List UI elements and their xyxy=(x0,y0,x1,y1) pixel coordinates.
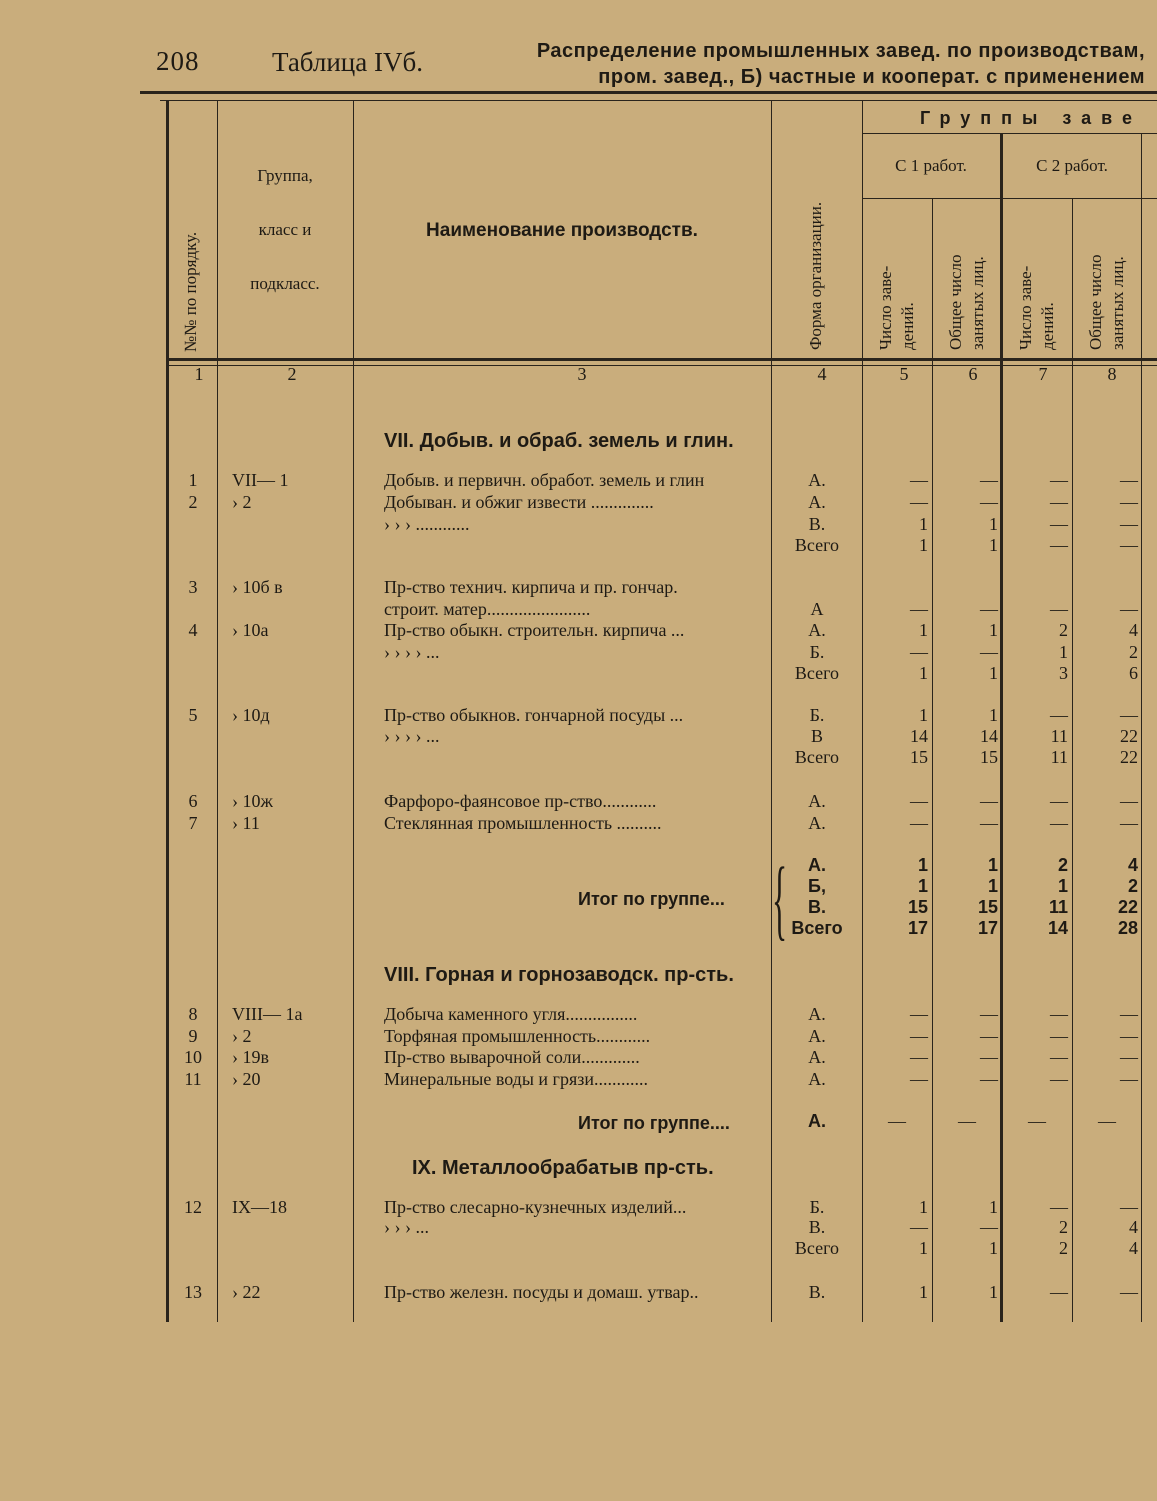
total-c6: 1 xyxy=(987,876,998,896)
row-form: В. xyxy=(808,1217,826,1237)
col-header-group-2: класс и xyxy=(258,220,312,239)
row-production-name: Пр-ство обыкн. строительн. кирпича ... xyxy=(384,620,685,640)
row-c6: 1 xyxy=(989,1197,998,1217)
total-c6: 15 xyxy=(977,897,998,917)
row-c5: 1 xyxy=(919,1282,928,1302)
row-form: Б. xyxy=(809,705,825,725)
col-line xyxy=(862,100,863,1322)
total-form: В. xyxy=(808,897,826,917)
col7-header-line1: Число заве- xyxy=(1016,265,1035,350)
col-line xyxy=(353,100,354,1322)
row-c5: 1 xyxy=(919,1197,928,1217)
row-c6: — xyxy=(980,642,998,662)
row-c6: 1 xyxy=(989,1282,998,1302)
row-number: 1 xyxy=(188,470,198,490)
row-production-name: Добыча каменного угля................ xyxy=(384,1004,638,1024)
row-c6: — xyxy=(980,1217,998,1237)
row-c7: — xyxy=(1050,514,1068,534)
col-number: 1 xyxy=(194,364,204,384)
row-c6: — xyxy=(980,1004,998,1024)
row-c8: 4 xyxy=(1129,620,1138,640)
row-c6: — xyxy=(980,1069,998,1089)
row-c5: — xyxy=(910,1004,928,1024)
row-c6: 1 xyxy=(989,620,998,640)
col-number: 7 xyxy=(1038,364,1048,384)
row-group-class: › 10д xyxy=(232,705,270,725)
total-form: А. xyxy=(808,855,826,875)
row-form: В. xyxy=(808,1282,826,1302)
total-c8: 22 xyxy=(1117,897,1138,917)
total-c8: — xyxy=(1098,1111,1116,1131)
row-c8: — xyxy=(1120,1197,1138,1217)
row-c5: 14 xyxy=(910,726,928,746)
top-rule xyxy=(140,91,1157,94)
total-c7: 11 xyxy=(1048,897,1068,917)
row-c7: 1 xyxy=(1059,642,1068,662)
row-form: Б. xyxy=(809,1197,825,1217)
total-c5: 1 xyxy=(917,855,928,875)
row-c6: 1 xyxy=(989,1238,998,1258)
row-form: В xyxy=(810,726,823,746)
total-c5: 1 xyxy=(917,876,928,896)
col-number: 8 xyxy=(1107,364,1117,384)
total-c6: — xyxy=(958,1111,976,1131)
row-c5: 1 xyxy=(919,1238,928,1258)
row-form: Всего xyxy=(794,747,840,767)
row-group-class: › 2 xyxy=(232,1026,252,1046)
table-title-line-1: Распределение промышленных завед. по производствам, xyxy=(536,40,1145,62)
row-form: А. xyxy=(808,1026,826,1046)
row-c7: — xyxy=(1050,599,1068,619)
row-c8: 6 xyxy=(1129,663,1138,683)
row-c5: 1 xyxy=(919,663,928,683)
row-c7: — xyxy=(1050,791,1068,811)
row-production-name: Пр-ство железн. посуды и домаш. утвар.. xyxy=(384,1282,699,1302)
col6-header-line2: занятых лиц. xyxy=(968,256,987,350)
row-production-name: строит. матер....................... xyxy=(384,599,591,619)
row-production-name: Пр-ство технич. кирпича и пр. гончар. xyxy=(384,577,678,597)
group-total-label: Итог по группе.... xyxy=(578,1113,730,1133)
row-number: 8 xyxy=(188,1004,198,1024)
row-c5: — xyxy=(910,642,928,662)
row-number: 5 xyxy=(188,705,198,725)
col-number: 5 xyxy=(899,364,909,384)
row-c7: — xyxy=(1050,1004,1068,1024)
row-c6: — xyxy=(980,813,998,833)
row-c7: — xyxy=(1050,535,1068,555)
row-c6: — xyxy=(980,492,998,512)
row-c8: — xyxy=(1120,1047,1138,1067)
row-form: А. xyxy=(808,1069,826,1089)
total-c5: — xyxy=(888,1111,906,1131)
section-heading-viii: VIII. Горная и горнозаводск. пр-сть. xyxy=(384,964,734,986)
row-production-name: Пр-ство слесарно-кузнечных изделий... xyxy=(384,1197,687,1217)
row-group-class: › 2 xyxy=(232,492,252,512)
section-heading-vii: VII. Добыв. и обраб. земель и глин. xyxy=(384,430,734,452)
row-number: 6 xyxy=(188,791,198,811)
row-c7: — xyxy=(1050,1047,1068,1067)
table-label: Таблица IVб. xyxy=(272,47,423,77)
row-form: А. xyxy=(808,1047,826,1067)
row-c8: — xyxy=(1120,492,1138,512)
row-production-name: Добыв. и первичн. обработ. земель и глин xyxy=(384,470,705,490)
col-header-number: №№ по порядку. xyxy=(181,231,200,352)
row-number: 9 xyxy=(188,1026,198,1046)
row-c8: — xyxy=(1120,705,1138,725)
row-number: 2 xyxy=(188,492,198,512)
row-c6: — xyxy=(980,1026,998,1046)
row-form: А. xyxy=(808,620,826,640)
col-line xyxy=(932,198,933,1322)
row-c6: — xyxy=(980,599,998,619)
col-header-name: Наименование производств. xyxy=(426,220,698,241)
row-group-class: › 10а xyxy=(232,620,269,640)
row-c8: — xyxy=(1120,535,1138,555)
row-number: 10 xyxy=(184,1047,202,1067)
row-form: Всего xyxy=(794,1238,840,1258)
row-c6: 1 xyxy=(989,535,998,555)
row-form: А. xyxy=(808,813,826,833)
row-c6: 1 xyxy=(989,705,998,725)
row-form: А xyxy=(810,599,824,619)
row-number: 7 xyxy=(188,813,198,833)
row-c7: — xyxy=(1050,492,1068,512)
total-c7: 2 xyxy=(1057,855,1068,875)
row-production-name: › › › › ... xyxy=(384,642,440,662)
row-c6: — xyxy=(980,791,998,811)
row-c7: — xyxy=(1050,1069,1068,1089)
row-c5: — xyxy=(910,492,928,512)
row-c7: — xyxy=(1050,1026,1068,1046)
row-c6: 1 xyxy=(989,663,998,683)
row-form: А. xyxy=(808,1004,826,1024)
row-c7: — xyxy=(1050,705,1068,725)
row-production-name: › › › › ... xyxy=(384,726,440,746)
row-group-class: IX—18 xyxy=(232,1197,287,1217)
total-c7: — xyxy=(1028,1111,1046,1131)
col-number: 3 xyxy=(577,364,587,384)
col8-header-line2: занятых лиц. xyxy=(1108,256,1127,350)
row-c5: 1 xyxy=(919,620,928,640)
row-production-name: › › › ... xyxy=(384,1217,429,1237)
group-total-label: Итог по группе... xyxy=(578,889,725,909)
row-c5: — xyxy=(910,791,928,811)
col-header-form: Форма организации. xyxy=(806,201,825,350)
row-group-class: › 10ж xyxy=(232,791,273,811)
row-c8: — xyxy=(1120,1282,1138,1302)
row-number: 4 xyxy=(188,620,198,640)
col-line xyxy=(1000,133,1003,1322)
row-c5: — xyxy=(910,1069,928,1089)
row-c5: 1 xyxy=(919,705,928,725)
col-line xyxy=(1141,133,1142,1322)
row-c7: 2 xyxy=(1059,1238,1068,1258)
total-form: Всего xyxy=(791,918,843,938)
col-number: 6 xyxy=(968,364,978,384)
total-c8: 28 xyxy=(1117,918,1138,938)
col-number: 2 xyxy=(287,364,297,384)
col-line xyxy=(166,100,169,1322)
row-production-name: Пр-ство выварочной соли............. xyxy=(384,1047,640,1067)
row-group-class: VIII— 1а xyxy=(232,1004,303,1024)
row-c8: — xyxy=(1120,1004,1138,1024)
row-production-name: › › › ............ xyxy=(384,514,470,534)
table-title-line-2: пром. завед., Б) частные и кооперат. с применением xyxy=(598,66,1145,88)
row-form: А. xyxy=(808,492,826,512)
row-c7: 3 xyxy=(1059,663,1068,683)
row-number: 12 xyxy=(184,1197,202,1217)
row-c8: — xyxy=(1120,514,1138,534)
row-group-class: › 20 xyxy=(232,1069,261,1089)
row-number: 11 xyxy=(184,1069,202,1089)
row-c7: 11 xyxy=(1050,747,1068,767)
row-c8: 22 xyxy=(1120,726,1138,746)
row-c6: 15 xyxy=(980,747,998,767)
row-c8: — xyxy=(1120,599,1138,619)
group-header: Группы заве xyxy=(920,108,1142,128)
row-c8: 4 xyxy=(1129,1238,1138,1258)
row-form: Всего xyxy=(794,663,840,683)
row-c5: — xyxy=(910,599,928,619)
top-rule-thin xyxy=(160,100,1157,101)
row-c6: 14 xyxy=(980,726,998,746)
total-form: Б, xyxy=(808,876,826,896)
row-group-class: › 22 xyxy=(232,1282,261,1302)
total-c5: 15 xyxy=(907,897,928,917)
row-production-name: Фарфоро-фаянсовое пр-ство............ xyxy=(384,791,657,811)
row-c7: — xyxy=(1050,470,1068,490)
sub-header-1-worker: С 1 работ. xyxy=(895,156,967,175)
row-c8: — xyxy=(1120,791,1138,811)
row-form: Б. xyxy=(809,642,825,662)
col-line xyxy=(1072,198,1073,1322)
row-number: 13 xyxy=(184,1282,202,1302)
number-row-line xyxy=(166,365,1157,366)
col-line xyxy=(771,100,772,1322)
total-c8: 2 xyxy=(1127,876,1138,896)
total-c7: 14 xyxy=(1047,918,1068,938)
col7-header-line2: дений. xyxy=(1038,302,1057,350)
row-group-class: › 19в xyxy=(232,1047,269,1067)
row-c5: 1 xyxy=(919,514,928,534)
total-c7: 1 xyxy=(1057,876,1068,896)
total-c5: 17 xyxy=(907,918,928,938)
header-line xyxy=(862,133,1157,134)
row-group-class: VII— 1 xyxy=(232,470,289,490)
row-c7: 2 xyxy=(1059,620,1068,640)
row-c5: 15 xyxy=(910,747,928,767)
row-c5: — xyxy=(910,470,928,490)
row-production-name: Минеральные воды и грязи............ xyxy=(384,1069,648,1089)
col6-header-line1: Общее число xyxy=(946,254,965,350)
total-c6: 1 xyxy=(987,855,998,875)
row-production-name: Торфяная промышленность............ xyxy=(384,1026,651,1046)
page-number: 208 xyxy=(156,46,200,76)
row-c8: 4 xyxy=(1129,1217,1138,1237)
row-production-name: Пр-ство обыкнов. гончарной посуды ... xyxy=(384,705,684,725)
header-line xyxy=(862,198,1157,199)
row-c7: 2 xyxy=(1059,1217,1068,1237)
row-c5: — xyxy=(910,1047,928,1067)
row-c6: — xyxy=(980,1047,998,1067)
row-form: А. xyxy=(808,791,826,811)
col8-header-line1: Общее число xyxy=(1086,254,1105,350)
col-header-group-3: подкласс. xyxy=(250,274,320,293)
row-c7: — xyxy=(1050,1282,1068,1302)
row-form: В. xyxy=(808,514,826,534)
row-c7: — xyxy=(1050,1197,1068,1217)
total-c6: 17 xyxy=(977,918,998,938)
col5-header-line2: дений. xyxy=(898,302,917,350)
col5-header-line1: Число заве- xyxy=(876,265,895,350)
row-c8: — xyxy=(1120,1026,1138,1046)
row-number: 3 xyxy=(188,577,198,597)
row-c8: — xyxy=(1120,813,1138,833)
brace-symbol: { xyxy=(772,850,788,949)
col-header-group-1: Группа, xyxy=(257,166,313,185)
row-c5: — xyxy=(910,1026,928,1046)
total-c8: 4 xyxy=(1127,855,1138,875)
row-c8: 22 xyxy=(1120,747,1138,767)
header-bottom-rule xyxy=(166,358,1157,361)
row-group-class: › 11 xyxy=(232,813,260,833)
row-production-name: Стеклянная промышленность .......... xyxy=(384,813,662,833)
page-header xyxy=(0,0,1157,92)
row-c8: — xyxy=(1120,470,1138,490)
row-c6: — xyxy=(980,470,998,490)
row-group-class: › 10б в xyxy=(232,577,283,597)
row-c7: 11 xyxy=(1050,726,1068,746)
row-production-name: Добыван. и обжиг извести .............. xyxy=(384,492,654,512)
row-c8: — xyxy=(1120,1069,1138,1089)
total-form: А. xyxy=(808,1111,826,1131)
row-form: А. xyxy=(808,470,826,490)
row-form: Всего xyxy=(794,535,840,555)
row-c5: 1 xyxy=(919,535,928,555)
section-heading-ix: IX. Металлообрабатыв пр-сть. xyxy=(412,1157,714,1179)
row-c5: — xyxy=(910,813,928,833)
row-c7: — xyxy=(1050,813,1068,833)
row-c5: — xyxy=(910,1217,928,1237)
row-c8: 2 xyxy=(1129,642,1138,662)
row-c6: 1 xyxy=(989,514,998,534)
col-number: 4 xyxy=(817,364,827,384)
sub-header-2-workers: С 2 работ. xyxy=(1036,156,1108,175)
